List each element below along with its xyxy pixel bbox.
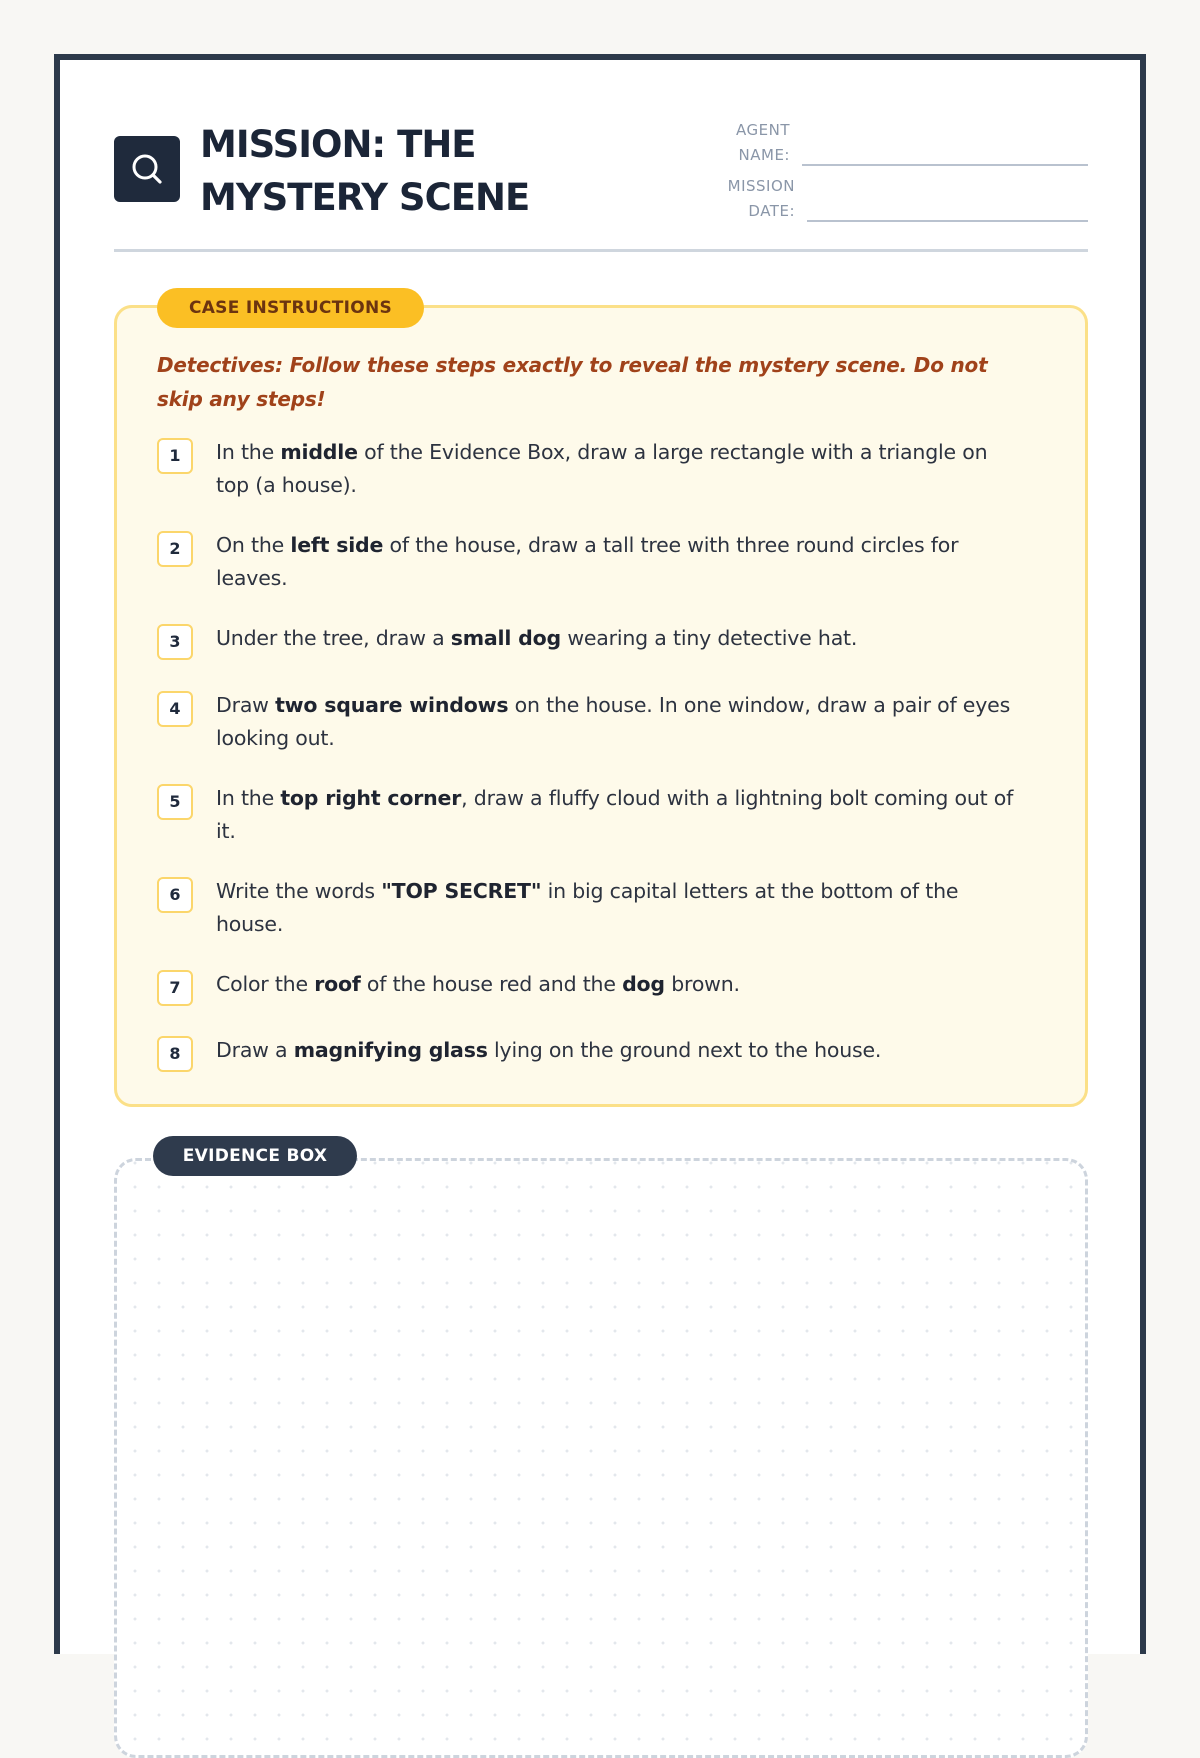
step-text-emphasis: roof — [314, 972, 361, 996]
logo-badge — [114, 136, 180, 202]
step-text — [216, 782, 1026, 848]
step-text-part: wearing a tiny detective hat. — [561, 626, 858, 650]
step-text-part: Draw a — [216, 1038, 294, 1062]
step-text-part: in big capital letters at the bottom of the house. — [216, 879, 959, 936]
agent-label-line-2: NAME: — [738, 146, 790, 164]
page-title — [200, 118, 620, 224]
step-text — [216, 436, 1026, 502]
title-line-2: MYSTERY SCENE — [200, 176, 530, 219]
step-text-part: Under the tree, draw a — [216, 626, 451, 650]
search-icon — [128, 150, 166, 188]
step-text — [216, 875, 1026, 941]
step-text-emphasis: dog — [622, 972, 665, 996]
case-instructions-badge: CASE INSTRUCTIONS — [157, 288, 424, 328]
step-text-emphasis: two square windows — [275, 693, 509, 717]
step-text-part: Draw — [216, 693, 276, 717]
case-instructions-panel — [114, 298, 1088, 1107]
step-text-emphasis: magnifying glass — [293, 1038, 488, 1062]
step-number: 2 — [157, 531, 193, 567]
step-text-part: Write the words — [216, 879, 382, 903]
agent-name-label — [710, 118, 790, 168]
step-text-part: of the Evidence Box, draw a large rectangle with a triangle on top (a house). — [216, 440, 988, 497]
worksheet — [54, 54, 1146, 1654]
mission-date-row — [718, 174, 1088, 222]
step-text — [216, 622, 1026, 655]
step-number: 3 — [157, 624, 193, 660]
mission-date-label — [705, 174, 795, 224]
step-text — [216, 968, 1026, 1001]
step-text-part: of the house, draw a tall tree with three round circles for leaves. — [216, 533, 959, 590]
step-text-part: In the — [216, 440, 281, 464]
evidence-box[interactable] — [114, 1146, 1088, 1758]
step-text-emphasis: top right corner — [280, 786, 462, 810]
step-text-part: on the house. In one window, draw a pair of eyes looking out. — [216, 693, 1011, 750]
evidence-box-badge: EVIDENCE BOX — [153, 1136, 357, 1176]
step-number: 4 — [157, 691, 193, 727]
step-text-emphasis: middle — [280, 440, 358, 464]
step-text-part: brown. — [664, 972, 740, 996]
header-divider — [114, 249, 1088, 252]
step-text — [216, 689, 1026, 755]
step-text-part: of the house red and the — [360, 972, 623, 996]
step-text-part: On the — [216, 533, 291, 557]
date-label-line-2: DATE: — [748, 202, 795, 220]
step-text — [216, 1034, 1026, 1067]
step-text-part: In the — [216, 786, 281, 810]
worksheet-header — [114, 118, 1088, 248]
step-number: 1 — [157, 438, 193, 474]
agent-name-row — [718, 118, 1088, 166]
step-text-emphasis: small dog — [450, 626, 561, 650]
step-number: 6 — [157, 877, 193, 913]
step-number: 8 — [157, 1036, 193, 1072]
date-label-line-1: MISSION — [727, 177, 795, 195]
mission-date-field[interactable] — [807, 220, 1088, 222]
step-text-part: , draw a fluffy cloud with a lightning bolt coming out of it. — [216, 786, 1014, 843]
step-number: 5 — [157, 784, 193, 820]
agent-name-field[interactable] — [802, 164, 1088, 166]
step-text-part: Color the — [216, 972, 315, 996]
step-text-emphasis: "TOP SECRET" — [381, 879, 542, 903]
title-line-1: MISSION: THE — [200, 123, 476, 166]
step-number: 7 — [157, 970, 193, 1006]
agent-label-line-1: AGENT — [736, 121, 790, 139]
step-text — [216, 529, 1026, 595]
step-text-part: lying on the ground next to the house. — [487, 1038, 882, 1062]
step-text-emphasis: left side — [290, 533, 384, 557]
instructions-intro: Detectives: Follow these steps exactly to reveal the mystery scene. Do not skip any steps! — [157, 353, 988, 411]
